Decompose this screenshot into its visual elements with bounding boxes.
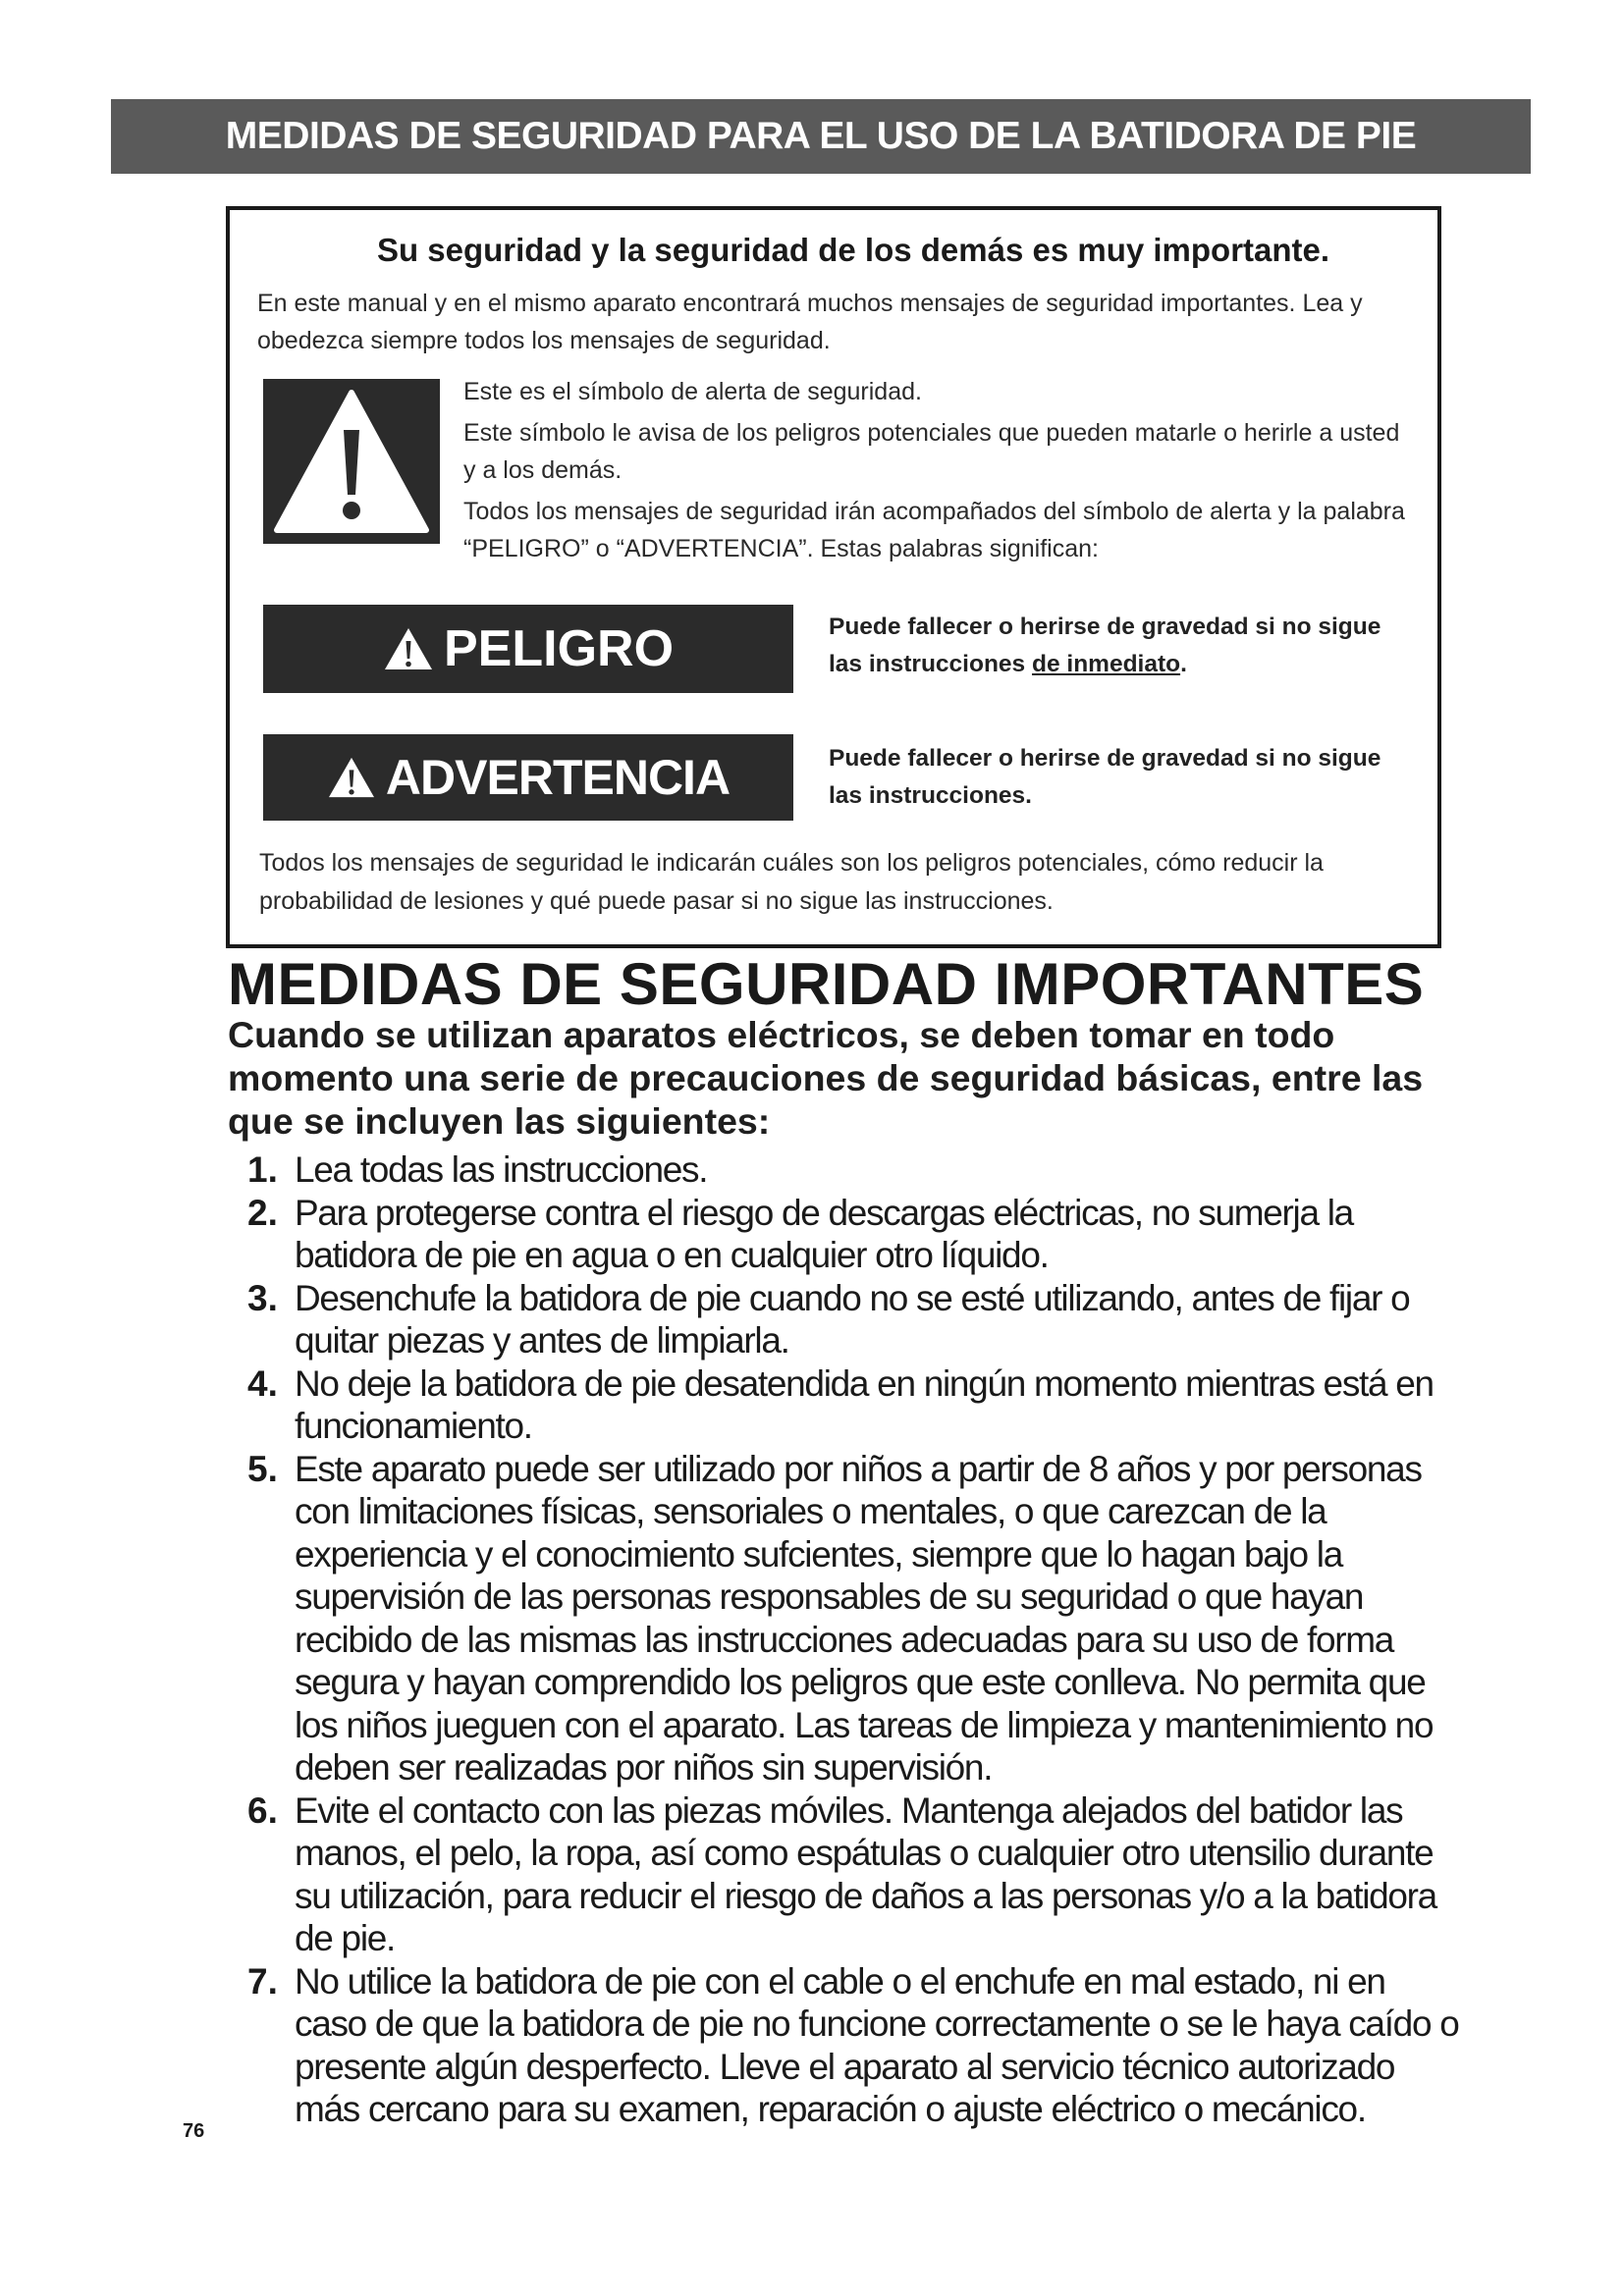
important-safeguards-title: MEDIDAS DE SEGURIDAD IMPORTANTES: [228, 951, 1425, 1017]
danger-desc-text: Puede fallecer o herirse de gravedad si no sigue las instrucciones: [829, 614, 1381, 677]
safety-symbol-explanation: [463, 373, 1406, 571]
symbol-line: Todos los mensajes de seguridad irán acompañados del símbolo de alerta y la palabra “PELIGRO” o “ADVERTENCIA”. Estas palabras significan:: [463, 497, 1405, 562]
list-item: [247, 1362, 1465, 1448]
section-header-title: MEDIDAS DE SEGURIDAD PARA EL USO DE LA BATIDORA DE PIE: [225, 115, 1417, 157]
symbol-line: Este símbolo le avisa de los peligros potenciales que pueden matarle o herirle a usted y a los demás.: [463, 418, 1400, 484]
item-text: No utilice la batidora de pie con el cable o el enchufe en mal estado, ni en caso de que la batidora de pie no funcione correctamente o se le haya caído o presente algún desperfecto. Lleve el aparato al servicio técnico autorizado más cercano para su examen, reparación o ajuste eléctrico o mecánico.: [295, 1960, 1459, 2129]
warning-description: Puede fallecer o herirse de gravedad si no sigue las instrucciones.: [829, 745, 1381, 809]
danger-alert-icon: [383, 625, 434, 672]
warning-label: ADVERTENCIA: [385, 750, 731, 805]
list-item: [247, 1789, 1465, 1960]
precautions-intro: Cuando se utilizan aparatos eléctricos, se deben tomar en todo momento una serie de precauciones de seguridad básicas, entre las que se incluyen las siguientes:: [228, 1014, 1424, 1142]
safety-box-intro: En este manual y en el mismo aparato encontrará muchos mensajes de seguridad importantes. Lea y obedezca siempre todos los mensajes de seguridad.: [257, 290, 1363, 354]
item-text: Desenchufe la batidora de pie cuando no se esté utilizando, antes de fijar o quitar piezas y antes de limpiarla.: [295, 1277, 1410, 1361]
item-text: No deje la batidora de pie desatendida en ningún momento mientras está en funcionamiento.: [295, 1362, 1434, 1446]
item-number: 1.: [247, 1149, 278, 1190]
item-text: Evite el contacto con las piezas móviles. Mantenga alejados del batidor las manos, el pelo, la ropa, así como espátulas o cualquier otro utensilio durante su utilización, para reducir el riesgo de daños a las personas y/o a la batidora de pie.: [295, 1789, 1436, 1958]
warning-triangle-icon: [271, 385, 432, 538]
instructions-list: [247, 1148, 1465, 2131]
section-header: [111, 99, 1531, 174]
safety-message-box: [226, 206, 1441, 948]
list-item: [247, 1448, 1465, 1789]
list-item: [247, 1192, 1465, 1277]
danger-label: PELIGRO: [443, 620, 675, 677]
item-number: 3.: [247, 1277, 278, 1318]
danger-signal-bar: [263, 605, 793, 693]
page-number: 76: [183, 2120, 205, 2142]
item-number: 2.: [247, 1192, 278, 1233]
item-number: 5.: [247, 1448, 278, 1489]
warning-alert-icon: [327, 755, 376, 800]
item-number: 6.: [247, 1789, 278, 1831]
list-item: [247, 1277, 1465, 1362]
danger-description: [829, 609, 1418, 683]
warning-signal-bar: [263, 734, 793, 821]
list-item: [247, 1960, 1465, 2131]
symbol-line: Este es el símbolo de alerta de seguridad.: [463, 378, 922, 405]
item-number: 4.: [247, 1362, 278, 1404]
item-text: Lea todas las instrucciones.: [295, 1149, 708, 1190]
safety-box-footer: Todos los mensajes de seguridad le indicarán cuáles son los peligros potenciales, cómo reducir la probabilidad de lesiones y qué puede pasar si no sigue las instrucciones.: [259, 849, 1324, 915]
list-item: [247, 1148, 1465, 1192]
item-text: Este aparato puede ser utilizado por niños a partir de 8 años y por personas con limitaciones físicas, sensoriales o mentales, o que carezcan de la experiencia y el conocimiento sufcientes, siempre que lo hagan bajo la supervisión de las personas responsables de su seguridad o que hayan recibido de las mismas las instrucciones adecuadas para su uso de forma segura y hayan comprendido los peligros que este conlleva. No permita que los niños jueguen con el aparato. Las tareas de limpieza y mantenimiento no deben ser realizadas por niños sin supervisión.: [295, 1448, 1434, 1788]
danger-desc-emphasis: de inmediato: [1031, 651, 1181, 677]
item-number: 7.: [247, 1960, 278, 2002]
safety-box-heading: Su seguridad y la seguridad de los demás es muy importante.: [376, 232, 1330, 268]
safety-alert-symbol: [263, 379, 440, 544]
danger-desc-end: .: [1180, 651, 1187, 677]
item-text: Para protegerse contra el riesgo de descargas eléctricas, no sumerja la batidora de pie en agua o en cualquier otro líquido.: [295, 1192, 1353, 1275]
